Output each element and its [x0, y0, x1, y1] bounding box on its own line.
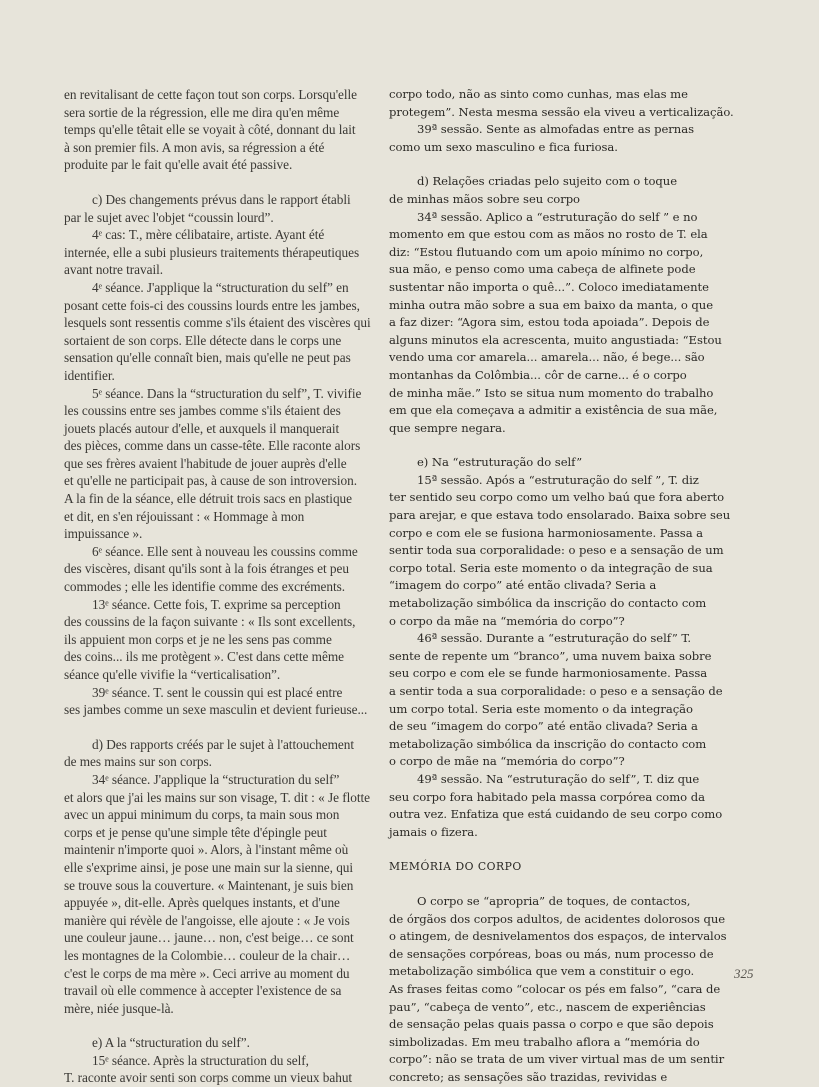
text-line: sente de repente um “branco”, uma nuvem baixa sobre — [389, 648, 712, 663]
text-line: des coins... ils me protègent ». C'est dans cette même — [64, 649, 344, 665]
text-line: de sensações corpóreas, boas ou más, num processo de — [389, 946, 714, 961]
text-line: corps et je pense qu'une simple tête d'épingle peut — [64, 824, 327, 840]
text-line: internée, elle a subi plusieurs traitements thérapeutiques — [64, 244, 360, 260]
text-line: 34ª sessão. Aplico a “estruturação do self ” e no — [417, 209, 698, 224]
text-line: metabolização simbólica da inscrição do contacto com — [389, 736, 707, 751]
text-line: outra vez. Enfatiza que está cuidando de seu corpo como — [389, 807, 723, 822]
text-line: o corpo de mãe na “memória do corpo”? — [389, 754, 625, 769]
text-line: e) A la “structuration du self”. — [92, 1035, 250, 1051]
text-line: les coussins entre ses jambes comme s'ils étaient des — [64, 403, 341, 419]
text-line: en revitalisant de cette façon tout son corps. Lorsqu'elle — [64, 87, 358, 102]
text-line: séance qu'elle vivifie la “verticalisation”. — [64, 667, 281, 682]
paragraph-gap — [64, 719, 354, 736]
text-line: manière qui révèle de l'angoisse, elle ajoute : « Je vois — [64, 912, 350, 928]
text-line: c) Des changements prévus dans le rapport établi — [92, 191, 351, 207]
text-line: 15ᵉ séance. Après la structuration du self, — [92, 1052, 309, 1068]
text-line: se trouve sous la couverture. « Maintenant, je suis bien — [64, 877, 354, 893]
text-line: avant notre travail. — [64, 262, 164, 278]
text-line: appuyée », dit-elle. Après quelques instants, et d'une — [64, 895, 340, 911]
text-line: como um sexo masculino e fica furiosa. — [389, 139, 618, 154]
text-line: 34ᵉ séance. J'applique la “structuration du self” — [92, 771, 340, 787]
text-line: pau”, “cabeça de vento”, etc., nascem de experiências — [389, 999, 706, 1014]
text-line: produite par le fait qu'elle avait été passive. — [64, 157, 293, 173]
text-line: que sempre negara. — [389, 420, 506, 435]
paragraph-gap — [389, 876, 707, 893]
text-line: seu corpo e com ele se funde harmoniosamente. Passa — [389, 666, 708, 681]
text-line: 4ᵉ cas: T., mère célibataire, artiste. Ayant été — [92, 227, 325, 243]
text-line: para arejar, e que estava todo ensolarado. Baixa sobre seu — [389, 508, 731, 523]
text-line: lesquels sont ressentis comme s'ils étaient des viscères qui — [64, 315, 371, 331]
paragraph-gap — [64, 1017, 354, 1034]
text-line: les montagnes de la Colombie… couleur de la chair… — [64, 947, 351, 963]
text-line: metabolização simbólica que vem a constituir o ego. — [389, 964, 695, 979]
text-line: de seu “imagem do corpo” até então clivada? Seria a — [389, 719, 698, 734]
text-line: e) Na “estruturação do self” — [417, 455, 583, 470]
text-line: corpo total. Seria este momento o da integração de sua — [389, 560, 713, 575]
text-line: par le sujet avec l'objet “coussin lourd”. — [64, 209, 274, 225]
paragraph-gap — [64, 174, 354, 191]
paragraph-gap — [389, 437, 707, 454]
text-line: sortaient de son corps. Elle détecte dans le corps une — [64, 332, 342, 348]
text-line: c'est le corps de ma mère ». Ceci arrive au moment du — [64, 965, 350, 981]
text-line: 4ᵉ séance. J'applique la “structuration du self” en — [92, 279, 349, 295]
text-line: des pièces, comme dans un casse-tête. Elle raconte alors — [64, 438, 361, 454]
text-line: 15ª sessão. Após a “estruturação do self ”, T. diz — [417, 472, 699, 487]
text-line: et alors que j'ai les mains sur son visage, T. dit : « Je flotte — [64, 789, 370, 805]
text-line: sera sortie de la régression, elle me dira qu'en même — [64, 104, 340, 120]
text-line: des viscères, disant qu'ils sont à la fois étranges et peu — [64, 561, 349, 577]
text-line: sustentar não importa o quê...”. Coloco imediatamente — [389, 279, 709, 294]
text-line: de órgãos dos corpos adultos, de acidentes dolorosos que — [389, 911, 726, 926]
text-line: jamais o fizera. — [389, 824, 478, 839]
text-line: d) Des rapports créés par le sujet à l'attouchement — [92, 736, 354, 752]
text-line: a sentir toda a sua corporalidade: o peso e a sensação de — [389, 684, 723, 698]
text-line: metabolização simbólica da inscrição do contacto com — [389, 596, 707, 611]
text-line: corpo todo, não as sinto como cunhas, mas elas me — [389, 87, 688, 101]
text-line: que ses frères avaient l'habitude de jouer auprès d'elle — [64, 455, 347, 471]
text-line: 39ª sessão. Sente as almofadas entre as pernas — [417, 122, 694, 137]
text-line: diz: “Estou flutuando com um apoio mínimo no corpo, — [389, 244, 704, 259]
text-line: ter sentido seu corpo como um velho baú que fora aberto — [389, 490, 725, 505]
text-line: 13ᵉ séance. Cette fois, T. exprime sa perception — [92, 596, 341, 612]
text-line: temps qu'elle têtait elle se voyait à côté, donnant du lait — [64, 122, 356, 138]
text-line: As frases feitas como “colocar os pés em falso”, “cara de — [389, 981, 721, 996]
text-line: simbolizadas. Em meu trabalho aflora a “memória do — [389, 1034, 700, 1049]
text-line: ses jambes comme un sexe masculin et devient furieuse... — [64, 702, 368, 718]
text-line: montanhas da Colômbia... côr de carne... é o corpo — [389, 367, 687, 382]
text-line: um corpo total. Seria este momento o da integração — [389, 701, 693, 716]
text-line: A la fin de la séance, elle détruit trois sacs en plastique — [64, 491, 353, 507]
text-line: jouets placés autour d'elle, et auxquels il manquerait — [64, 420, 340, 436]
paragraph-gap — [389, 156, 707, 173]
text-line: une couleur jaune… jaune… non, c'est beige… ce sont — [64, 930, 354, 946]
text-line: à son premier fils. A mon avis, sa régression a été — [64, 139, 325, 155]
text-line: 39ᵉ séance. T. sent le coussin qui est placé entre — [92, 684, 343, 700]
text-line: sentir toda sua corporalidade: o peso e a sensação de um — [389, 543, 724, 558]
text-line: 46ª sessão. Durante a “estruturação do self” T. — [417, 631, 691, 646]
text-line: elle s'exprime ainsi, je pose une main sur la sienne, qui — [64, 859, 354, 875]
text-line: d) Relações criadas pelo sujeito com o toque — [417, 174, 678, 189]
text-line: travail où elle commence à accepter l'existence de sa — [64, 983, 342, 999]
text-line: T. raconte avoir senti son corps comme un vieux bahut — [64, 1070, 353, 1086]
text-line: em que ela começava a admitir a existência de sua mãe, — [389, 403, 718, 418]
text-line: corpo”: não se trata de um viver virtual mas de um sentir — [389, 1052, 725, 1067]
text-line: seu corpo fora habitado pela massa corpórea como da — [389, 789, 705, 804]
text-line: de sensação pelas quais passa o corpo e que são depois — [389, 1017, 714, 1032]
text-line: o atingem, de desnivelamentos dos espaços, de intervalos — [389, 929, 727, 944]
text-line: “imagem do corpo” até então clivada? Seria a — [389, 578, 657, 593]
text-line: de minhas mãos sobre seu corpo — [389, 191, 580, 206]
text-line: a faz dizer: “Agora sim, estou toda apoiada”. Depois de — [389, 315, 710, 330]
text-line: identifier. — [64, 367, 115, 383]
text-line: alguns minutos ela acrescenta, muito angustiada: “Estou — [389, 332, 722, 347]
text-line: maintenir n'importe quoi ». Alors, à l'instant même où — [64, 842, 349, 858]
text-line: o corpo da mãe na “memória do corpo”? — [389, 613, 625, 628]
text-line: O corpo se “apropria” de toques, de contactos, — [417, 893, 691, 908]
text-line: minha outra mão sobre a sua em baixo da manta, o que — [389, 297, 714, 312]
section-heading: MEMÓRIA DO CORPO — [389, 860, 522, 874]
text-line: 5ᵉ séance. Dans la “structuration du self”, T. vivifie — [92, 385, 362, 401]
text-line: vendo uma cor amarela... amarela... não, é bege... são — [389, 350, 705, 365]
right-column-portuguese — [389, 86, 734, 1086]
text-line: impuissance ». — [64, 526, 143, 542]
text-line: corpo e com ele se fusiona harmoniosamente. Passa a — [389, 525, 704, 540]
text-line: protegem”. Nesta mesma sessão ela viveu a verticalização. — [389, 104, 734, 119]
text-line: 6ᵉ séance. Elle sent à nouveau les coussins comme — [92, 543, 358, 559]
text-line: et dit, en s'en réjouissant : « Hommage à mon — [64, 508, 305, 524]
text-line: de minha mãe.” Isto se situa num momento do trabalho — [389, 385, 714, 400]
text-line: momento em que estou com as mãos no rosto de T. ela — [389, 227, 708, 242]
text-line: et qu'elle ne participait pas, à cause de son introversion. — [64, 473, 357, 489]
left-column-french — [64, 86, 371, 1087]
text-line: avec un appui minimum du corps, ta main sous mon — [64, 807, 340, 823]
text-line: posant cette fois-ci des coussins lourds entre les jambes, — [64, 297, 360, 313]
text-line: de mes mains sur son corps. — [64, 754, 212, 770]
text-line: 49ª sessão. Na “estruturação do self”, T. diz que — [417, 771, 700, 786]
text-line: ils appuient mon corps et je ne les sens pas comme — [64, 631, 332, 647]
text-line: mère, niée jusque-là. — [64, 1000, 174, 1016]
text-line: sua mão, e penso como uma cabeça de alfinete pode — [389, 262, 696, 277]
text-line: des coussins de la façon suivante : « Ils sont excellents, — [64, 614, 356, 630]
text-line: concreto; as sensações são trazidas, revividas e — [389, 1069, 668, 1084]
paragraph-gap — [389, 841, 707, 858]
text-line: commodes ; elle les identifie comme des excréments. — [64, 579, 346, 595]
page-number: 325 — [734, 966, 754, 981]
text-line: sensation qu'elle connaît bien, mais qu'elle ne peut pas — [64, 350, 351, 366]
